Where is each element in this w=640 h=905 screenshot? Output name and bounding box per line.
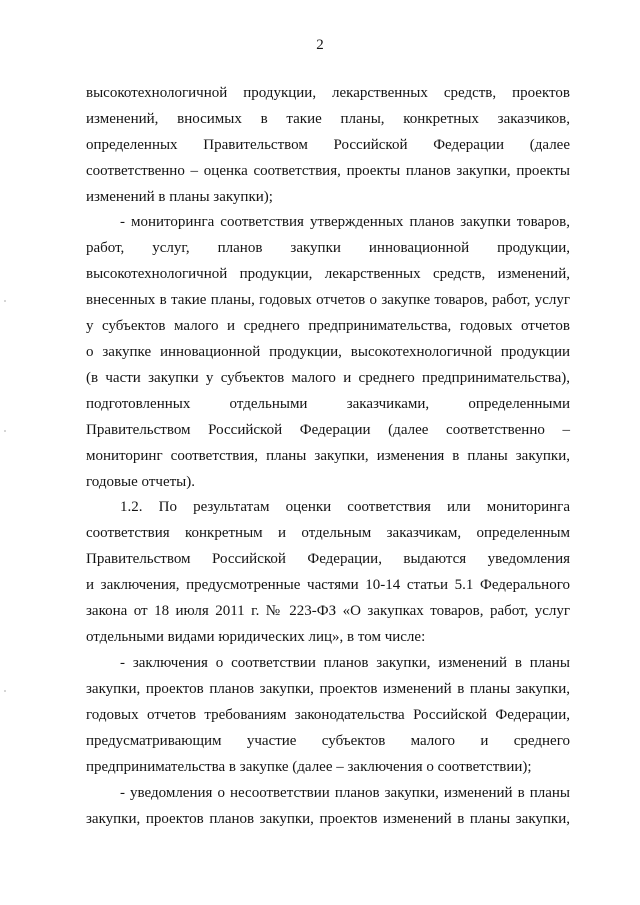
page-number: 2 [316,37,324,53]
text-line: отдельными видами юридических лиц», в том числе: [86,629,426,645]
text-line: соответственно – оценка соответствия, проекты планов закупки, проекты [86,163,570,179]
text-line: соответствия конкретным и отдельным заказчикам, определенным [86,525,570,541]
text-line: закона от 18 июля 2011 г. № 223-ФЗ «О закупках товаров, работ, услуг [86,603,570,619]
text-line: предусматривающим участие субъектов малого и среднего [86,733,570,749]
text-line: высокотехнологичной продукции, лекарственных средств, проектов [86,85,570,101]
text-line: и заключения, предусмотренные частями 10-14 статьи 5.1 Федерального [86,577,570,593]
scan-artifact [4,690,6,692]
text-line: годовые отчеты). [86,474,195,490]
text-line: Правительством Российской Федерации, выдаются уведомления [86,551,570,567]
text-line: - уведомления о несоответствии планов закупки, изменений в планы [120,785,570,801]
text-line: подготовленных отдельными заказчиками, определенными [86,396,570,412]
text-line: изменений, вносимых в такие планы, конкретных заказчиков, [86,111,570,127]
text-line: закупки, проектов планов закупки, проектов изменений в планы закупки, [86,811,570,827]
text-line: внесенных в такие планы, годовых отчетов о закупке товаров, работ, услуг [86,292,570,308]
text-line: - заключения о соответствии планов закупки, изменений в планы [120,655,570,671]
text-line: (в части закупки у субъектов малого и среднего предпринимательства), [86,370,570,386]
text-line: изменений в планы закупки); [86,189,273,205]
text-line: 1.2. По результатам оценки соответствия или мониторинга [120,499,570,515]
text-line: - мониторинга соответствия утвержденных планов закупки товаров, [120,214,570,230]
text-line: предпринимательства в закупке (далее – заключения о соответствии); [86,759,532,775]
text-line: годовых отчетов требованиям законодательства Российской Федерации, [86,707,570,723]
text-line: мониторинг соответствия, планы закупки, изменения в планы закупки, [86,448,570,464]
text-line: у субъектов малого и среднего предпринимательства, годовых отчетов [86,318,570,334]
text-line: закупки, проектов планов закупки, проектов изменений в планы закупки, [86,681,570,697]
text-line: определенных Правительством Российской Федерации (далее [86,137,570,153]
scan-artifact [4,300,6,302]
text-line: высокотехнологичной продукции, лекарственных средств, изменений, [86,266,570,282]
text-line: о закупке инновационной продукции, высокотехнологичной продукции [86,344,570,360]
text-line: Правительством Российской Федерации (далее соответственно – [86,422,570,438]
scan-artifact [4,430,6,432]
text-line: работ, услуг, планов закупки инновационной продукции, [86,240,570,256]
